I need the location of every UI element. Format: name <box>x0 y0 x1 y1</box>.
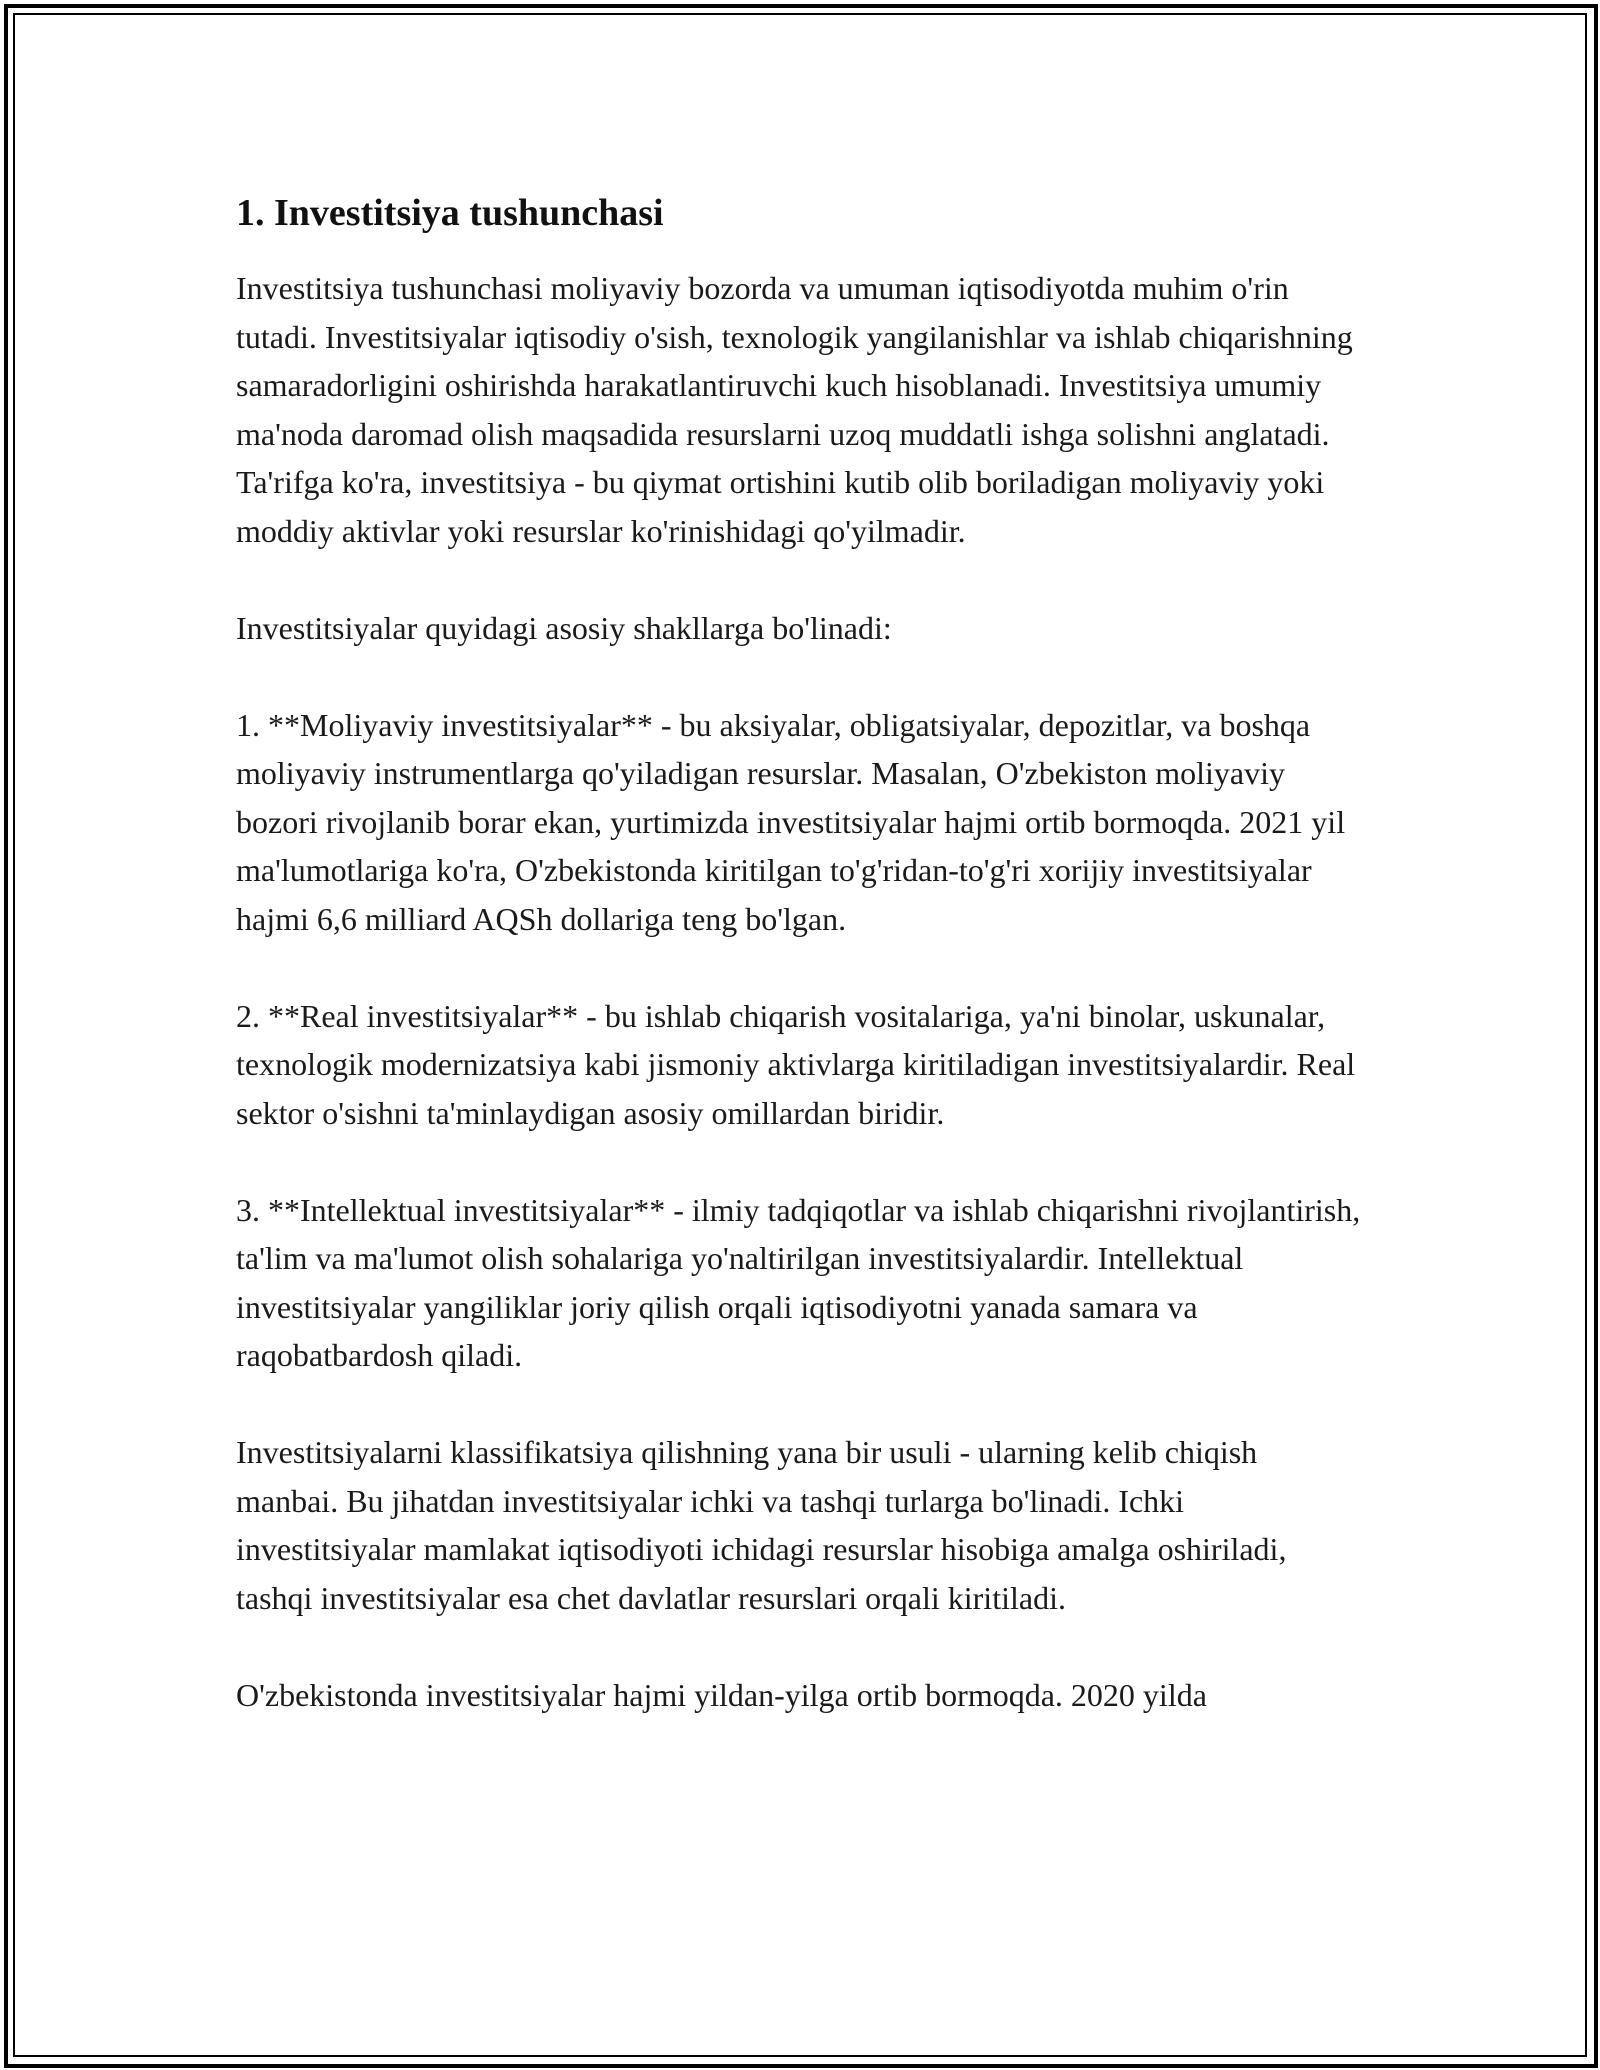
document-body <box>236 186 1366 1719</box>
paragraph-definition: Investitsiya tushunchasi moliyaviy bozorda va umuman iqtisodiyotda muhim o'rin tutadi. Investitsiyalar iqtisodiy o'sish, texnologik yangilanishlar va ishlab chiqarishning samaradorligini oshirishda harakatlantiruvchi kuch hisoblanadi. Investitsiya umumiy ma'noda daromad olish maqsadida resurslarni uzoq muddatli ishga solishni anglatadi. Ta'rifga ko'ra, investitsiya - bu qiymat ortishini kutib olib boriladigan moliyaviy yoki moddiy aktivlar yoki resurslar ko'rinishidagi qo'yilmadir. <box>236 270 1353 549</box>
paragraph-uzbekistan: O'zbekistonda investitsiyalar hajmi yildan-yilga ortib bormoqda. 2020 yilda <box>236 1676 1207 1713</box>
paragraph-classification: Investitsiyalarni klassifikatsiya qilishning yana bir usuli - ularning kelib chiqish manbai. Bu jihatdan investitsiyalar ichki va tashqi turlarga bo'linadi. Ichki investitsiyalar mamlakat iqtisodiyoti ichidagi resurslar hisobiga amalga oshiriladi, tashqi investitsiyalar esa chet davlatlar resurslari orqali kiritiladi. <box>236 1434 1287 1616</box>
list-item-intellectual: 3. **Intellektual investitsiyalar** - ilmiy tadqiqotlar va ishlab chiqarishni rivojlantirish, ta'lim va ma'lumot olish sohalariga yo'naltirilgan investitsiyalardir. Intellektual investitsiyalar yangiliklar joriy qilish orqali iqtisodiyotni yanada samara va raqobatbardosh qiladi. <box>236 1191 1361 1373</box>
list-item-real: 2. **Real investitsiyalar** - bu ishlab chiqarish vositalariga, ya'ni binolar, uskunalar, texnologik modernizatsiya kabi jismoniy aktivlarga kiritiladigan investitsiyalardir. Real sektor o'sishni ta'minlaydigan asosiy omillardan biridir. <box>236 997 1356 1131</box>
paragraph-forms-intro: Investitsiyalar quyidagi asosiy shakllarga bo'linadi: <box>236 609 892 646</box>
section-heading: 1. Investitsiya tushunchasi <box>236 192 664 234</box>
list-item-financial: 1. **Moliyaviy investitsiyalar** - bu aksiyalar, obligatsiyalar, depozitlar, va boshqa moliyaviy instrumentlarga qo'yiladigan resurslar. Masalan, O'zbekiston moliyaviy bozori rivojlanib borar ekan, yurtimizda investitsiyalar hajmi ortib bormoqda. 2021 yil ma'lumotlariga ko'ra, O'zbekistonda kiritilgan to'g'ridan-to'g'ri xorijiy investitsiyalar hajmi 6,6 milliard AQSh dollariga teng bo'lgan. <box>236 706 1346 937</box>
